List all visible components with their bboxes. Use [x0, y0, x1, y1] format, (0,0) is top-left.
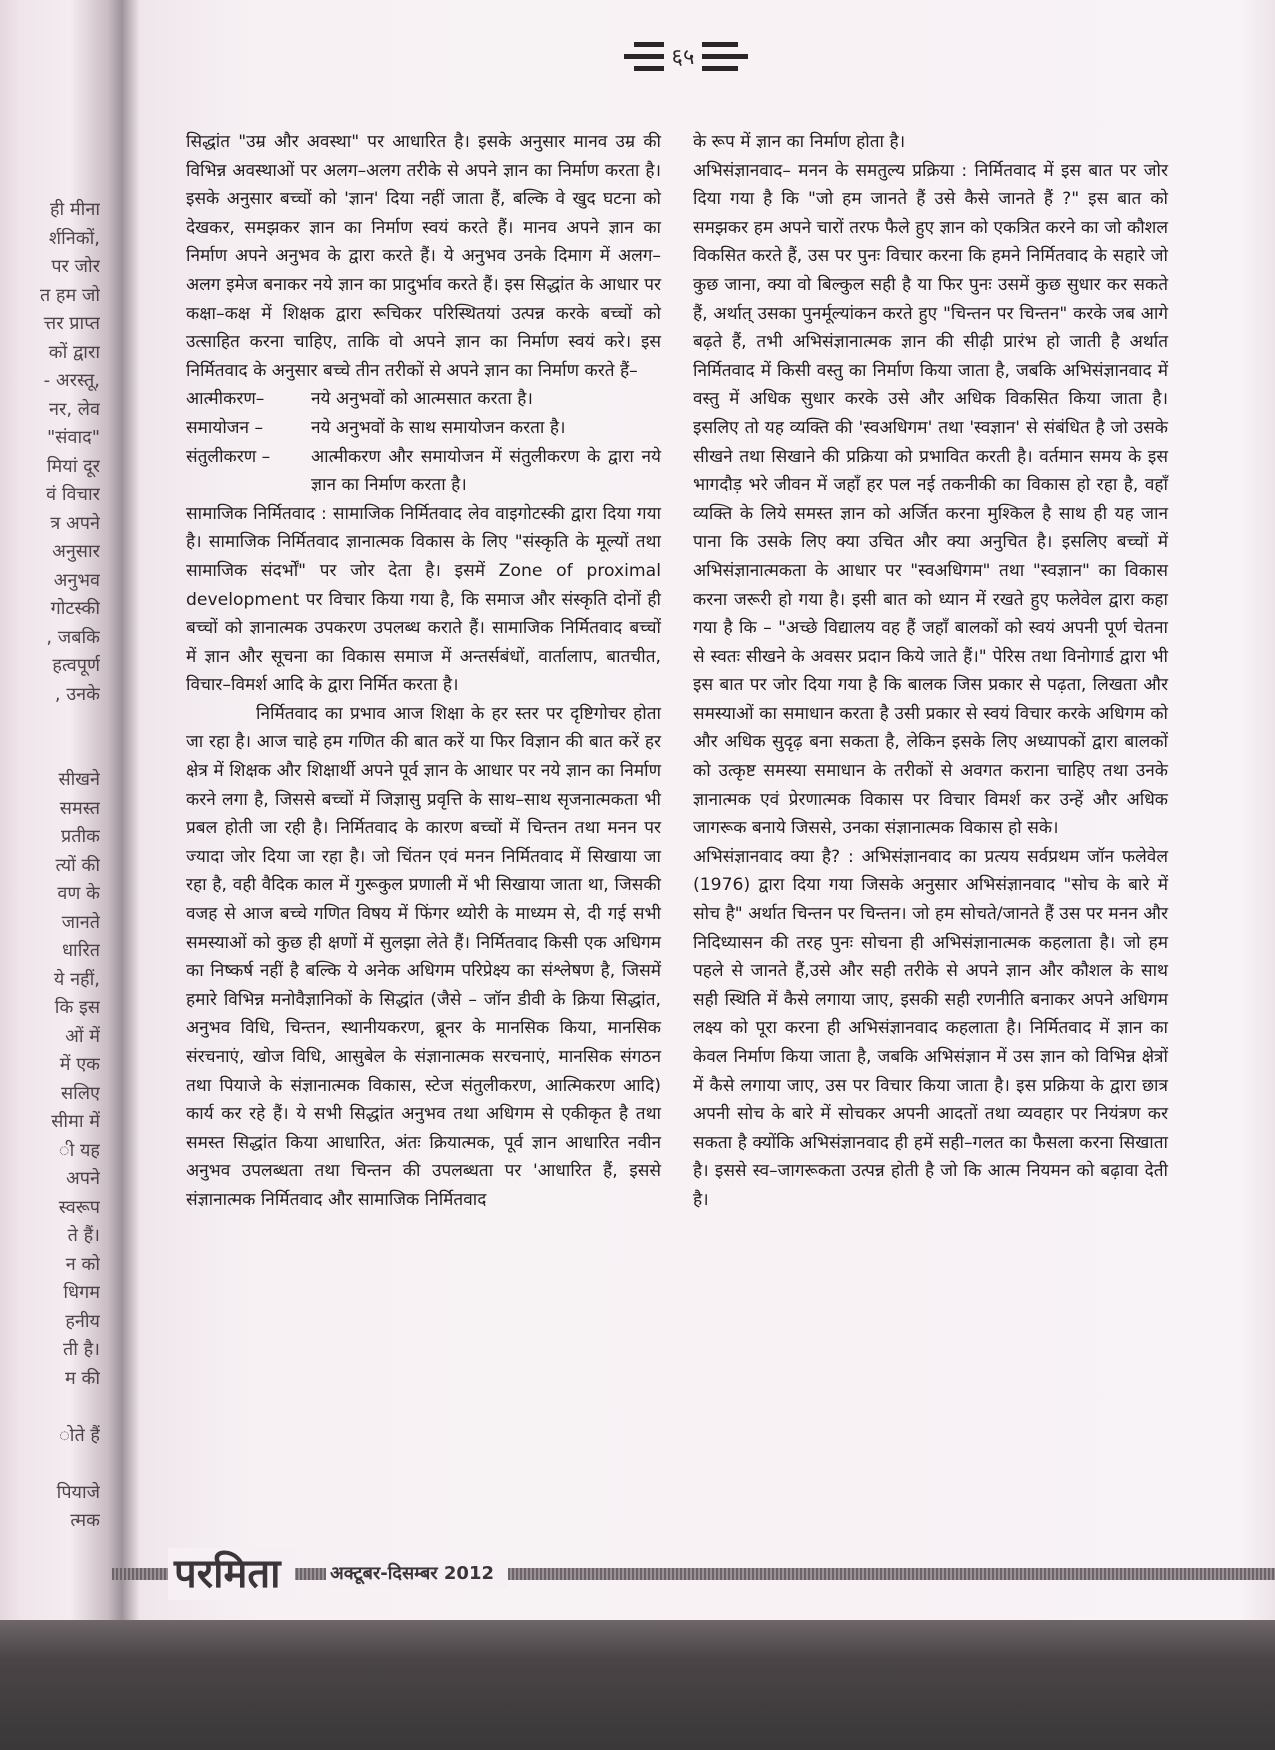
margin-fragment: - अरस्तू,	[43, 370, 100, 391]
margin-fragment: र्शनिकों,	[48, 227, 100, 249]
margin-fragment: न को	[65, 1253, 100, 1275]
margin-fragment: म की	[65, 1367, 100, 1389]
definition-term: संतुलीकरण –	[186, 446, 271, 467]
margin-fragment: ओं में	[65, 1025, 100, 1047]
definition-text: नये अनुभवों के साथ समायोजन करता है।	[311, 417, 566, 438]
right-column	[693, 128, 1168, 1215]
header-ornament-right	[702, 42, 748, 71]
margin-fragment: त हम जो	[39, 284, 100, 306]
margin-fragment: मियां दूर	[46, 455, 100, 477]
paragraph: सिद्धांत "उम्र और अवस्था" पर आधारित है। इसके अनुसार मानव उम्र की विभिन्न अवस्थाओं पर अलग–अलग तरीके से अपने ज्ञान का निर्माण करता है। इसके अनुसार बच्चों को 'ज्ञान' दिया नहीं जाता हैं, बल्कि वे खुद घटना को देखकर, समझकर ज्ञान का निर्माण स्वयं करते हैं। मानव अपने ज्ञान का निर्माण अपने अनुभव के द्वारा करते हैं। ये अनुभव उनके दिमाग में अलग–अलग इमेज बनाकर नये ज्ञान का प्रादुर्भाव करते हैं। इस सिद्धांत के आधार पर कक्षा–कक्ष में शिक्षक द्वारा रूचिकर परिस्थितयां उत्पन्न करके बच्चों को उत्साहित करना चाहिए, ताकि वो अपने ज्ञान का निर्माण स्वयं करे। इस निर्मितवाद के अनुसार बच्चे तीन तरीकों से अपने ज्ञान का निर्माण करते हैं–	[186, 132, 661, 381]
paragraph: अभिसंज्ञानवाद– मनन के समतुल्य प्रक्रिया : निर्मितवाद में इस बात पर जोर दिया गया है कि "जो हम जानते हैं उसे कैसे जानते हैं ?" इस बात को समझकर हम अपने चारों तरफ फैले हुए ज्ञान को एकत्रित करने का जो कौशल विकसित करते हैं, उस पर पुनः विचार करना कि हमने निर्मितवाद के सहारे जो कुछ जाना, क्या वो बिल्कुल सही है या फिर पुनः उसमें कुछ सुधार कर सकते हैं, अर्थात् उसका पुनर्मूल्यांकन करते हुए "चिन्तन पर चिन्तन" करके जब आगे बढ़ते हैं, तभी अभिसंज्ञानात्मक ज्ञान की सीढ़ी प्रारंभ हो जाती है अर्थात निर्मितवाद में किसी वस्तु का निर्माण किया जाता है, जबकि अभिसंज्ञानवाद में वस्तु में अधिक सुधार करके उसे और अधिक विकसित किया जाता है। इसलिए तो यह व्यक्ति की 'स्वअधिगम' तथा 'स्वज्ञान' से संबंधित है जो उसके सीखने तथा सिखाने की प्रक्रिया को प्रभावित करती है। वर्तमान समय के इस भागदौड़ भरे जीवन में जहाँ हर पल नई तकनीकी का विकास हो रहा है, वहाँ व्यक्ति के लिये समस्त ज्ञान को अर्जित करना मुश्किल है साथ ही यह जान पाना कि उसके लिए क्या उचित और क्या अनुचित है। इसलिए बच्चों में अभिसंज्ञानात्मकता के आधार पर "स्वअधिगम" तथा "स्वज्ञान" का विकास करना जरूरी हो गया है। इसी बात को ध्यान में रखते हुए फलेवेल द्वारा कहा गया है कि – "अच्छे विद्यालय वह हैं जहाँ बालकों को स्वयं अपनी पूर्ण चेतना से स्वतः सीखने के अवसर प्रदान किये जाते हैं।" पेरिस तथा विनोगार्ड द्वारा भी इस बात पर जोर दिया गया है कि बालक जिस प्रकार से पढ़ता, लिखता और समस्याओं का समाधान करता है उसी प्रकार से स्वयं विचार करके अधिगम को और अधिक सुदृढ़ बना सकता है, लेकिन इसके लिए अध्यापकों द्वारा बालकों को उत्कृष्ट समस्या समाधान के तरीकों से अवगत कराना चाहिए तथा उनके ज्ञानात्मक एवं प्रेरणात्मक विकास पर विचार विमर्श कर उन्हें और अधिक जागरूक बनाये जिससे, उनका संज्ञानात्मक विकास हो सके।	[693, 160, 1168, 839]
margin-fragment: ोते हैं	[59, 1424, 100, 1446]
margin-fragment: ती है।	[62, 1339, 100, 1360]
margin-fragment: "संवाद"	[47, 427, 100, 448]
margin-fragment: कि इस	[54, 997, 100, 1018]
definition-row	[186, 443, 661, 500]
margin-fragment: स्वरूप	[58, 1196, 100, 1218]
definition-row	[186, 385, 661, 414]
paragraph: अभिसंज्ञानवाद क्या है? : अभिसंज्ञानवाद का प्रत्यय सर्वप्रथम जॉन फलेवेल (1976) द्वारा दिया गया जिसके अनुसार अभिसंज्ञानवाद "सोच के बारे में सोच है" अर्थात चिन्तन पर चिन्तन। जो हम सोचते/जानते हैं उस पर मनन और निदिध्यासन की तरह पुनः सोचना ही अभिसंज्ञानात्मक कहलाता है। जो हम पहले से जानते हैं,उसे और सही तरीके से अपने ज्ञान और कौशल के साथ सही स्थिति में कैसे लगाया जाए, इसकी सही रणनीति बनाकर अपने अधिगम लक्ष्य को पूरा करना ही अभिसंज्ञानवाद कहलाता है। निर्मितवाद में ज्ञान का केवल निर्माण किया जाता है, जबकि अभिसंज्ञान में उस ज्ञान को विभिन्न क्षेत्रों में कैसे लगाया जाए, उस पर विचार किया जाता है। इस प्रक्रिया के द्वारा छात्र अपनी सोच के बारे में सोचकर अपनी आदतों तथा व्यवहार पर नियंत्रण कर सकता है क्योंकि अभिसंज्ञानवाद ही हमें सही–गलत का फैसला करना सिखाता है। इससे स्व–जागरूकता उत्पन्न होती है जो कि आत्म नियमन को बढ़ावा देती है।	[693, 846, 1168, 1210]
previous-page-fragments	[0, 196, 100, 1536]
margin-fragment: ी यह	[58, 1139, 100, 1161]
margin-fragment	[0, 738, 100, 767]
margin-fragment: हत्वपूर्ण	[52, 655, 100, 676]
margin-fragment: त्यों की	[55, 854, 100, 876]
margin-fragment: अनुसार	[52, 541, 100, 562]
margin-fragment	[0, 709, 100, 738]
margin-fragment: में एक	[59, 1054, 100, 1075]
issue-date: अक्टूबर-दिसम्बर 2012	[326, 1560, 508, 1588]
page-number: ६५	[671, 45, 695, 70]
margin-fragment: नर, लेव	[48, 398, 100, 420]
margin-fragment: , जबकि	[46, 626, 100, 648]
margin-fragment: अनुभव	[53, 569, 100, 591]
margin-fragment: कों द्वारा	[48, 341, 100, 363]
paragraph: निर्मितवाद का प्रभाव आज शिक्षा के हर स्तर पर दृष्टिगोचर होता जा रहा है। आज चाहे हम गणित की बात करें या फिर विज्ञान की बात करें हर क्षेत्र में शिक्षक और शिक्षार्थी अपने पूर्व ज्ञान के आधार पर नये ज्ञान का निर्माण करने लगा है, जिससे बच्चों में जिज्ञासु प्रवृत्ति के साथ–साथ सृजनात्मकता भी प्रबल होती जा रही है। निर्मितवाद के कारण बच्चों में चिन्तन तथा मनन पर ज्यादा जोर दिया जा रहा है। जो चिंतन एवं मनन निर्मितवाद में सिखाया जा रहा है, वही वैदिक काल में गुरूकुल प्रणाली में भी सिखाया जाता था, जिसकी वजह से आज बच्चे गणित विषय में फिंगर थ्योरी के माध्यम से, दी गई सभी समस्याओं को कुछ ही क्षणों में सुलझा लेते हैं। निर्मितवाद किसी एक अधिगम का निष्कर्ष नहीं है बल्कि ये अनेक अधिगम परिप्रेक्ष्य का संश्लेषण है, जिसमें हमारे विभिन्न मनोवैज्ञानिकों के सिद्धांत (जैसे – जॉन डीवी के क्रिया सिद्धांत, अनुभव विधि, चिन्तन, स्थानीयकरण, ब्रूनर के मानसिक किया, मानसिक संरचनाएं, खोज विधि, आसुबेल के संज्ञानात्मक सरचनाएं, मानसिक संगठन तथा पियाजे के संज्ञानात्मक विकास, स्टेज संतुलीकरण, आत्मिकरण आदि) कार्य कर रहे हैं। ये सभी सिद्धांत अनुभव तथा अधिगम से एकीकृत है तथा समस्त सिद्धांत किया आधारित, अंतः क्रियात्मक, पूर्व ज्ञान आधारित नवीन अनुभव उपलब्धता तथा चिन्तन की उपलब्धता पर 'आधारित हैं, इससे संज्ञानात्मक निर्मितवाद और सामाजिक निर्मितवाद	[186, 703, 661, 1210]
page-header	[596, 24, 776, 88]
margin-fragment: त्तर प्राप्त	[43, 313, 100, 334]
definition-term: समायोजन –	[186, 417, 264, 438]
margin-fragment: , उनके	[54, 683, 100, 705]
definition-term: आत्मीकरण–	[186, 389, 265, 410]
margin-fragment: हनीय	[65, 1310, 100, 1332]
margin-fragment: सलिए	[61, 1082, 100, 1104]
paragraph: के रूप में ज्ञान का निर्माण होता है।	[693, 132, 906, 152]
margin-fragment: त्मक	[70, 1510, 100, 1531]
margin-fragment: सीमा में	[51, 1111, 100, 1132]
definition-row	[186, 414, 661, 443]
paragraph: सामाजिक निर्मितवाद : सामाजिक निर्मितवाद लेव वाइगोटस्की द्वारा दिया गया है। सामाजिक निर्मितवाद ज्ञानात्मक विकास के लिए "संस्कृति के मूल्यों तथा सामाजिक संदर्भों" पर जोर देता है। इसमें Zone of proximal development पर विचार किया गया है, कि समाज और संस्कृति दोनों ही बच्चों को ज्ञानात्मक उपकरण उपलब्ध कराते हैं। सामाजिक निर्मितवाद बच्चों में ज्ञान और सूचना का विकास समाज में अन्तर्सबंधों, वार्तालाप, बातचीत, विचार–विमर्श आदि के द्वारा निर्मित करता है।	[186, 503, 661, 696]
margin-fragment: प्रतीक	[61, 826, 100, 847]
margin-fragment: पियाजे	[56, 1481, 100, 1503]
margin-fragment: ये नहीं,	[53, 968, 100, 990]
margin-fragment	[0, 1450, 100, 1479]
margin-fragment: पर जोर	[51, 256, 100, 277]
margin-fragment: वण के	[57, 883, 100, 904]
margin-fragment: धारित	[61, 940, 100, 961]
definition-text: आत्मीकरण और समायोजन में संतुलीकरण के द्वारा नये ज्ञान का निर्माण करता है।	[311, 446, 661, 496]
margin-fragment: वं विचार	[46, 484, 100, 505]
margin-fragment: त्र अपने	[50, 512, 100, 534]
left-column	[186, 128, 661, 1215]
margin-fragment: धिगम	[63, 1282, 100, 1303]
header-ornament-left	[624, 42, 664, 71]
margin-fragment: अपने	[66, 1168, 100, 1189]
margin-fragment: सीखने	[58, 769, 100, 790]
magazine-title: परमिता	[168, 1548, 295, 1600]
margin-fragment: ते हैं।	[67, 1225, 100, 1246]
margin-fragment: समस्त	[59, 797, 100, 819]
margin-fragment: जानते	[61, 911, 100, 933]
margin-fragment: गोटस्की	[50, 598, 100, 619]
definition-text: नये अनुभवों को आत्मसात करता है।	[311, 389, 533, 410]
margin-fragment	[0, 1393, 100, 1422]
margin-fragment: ही मीना	[49, 199, 100, 220]
scan-shadow	[0, 1620, 1275, 1750]
